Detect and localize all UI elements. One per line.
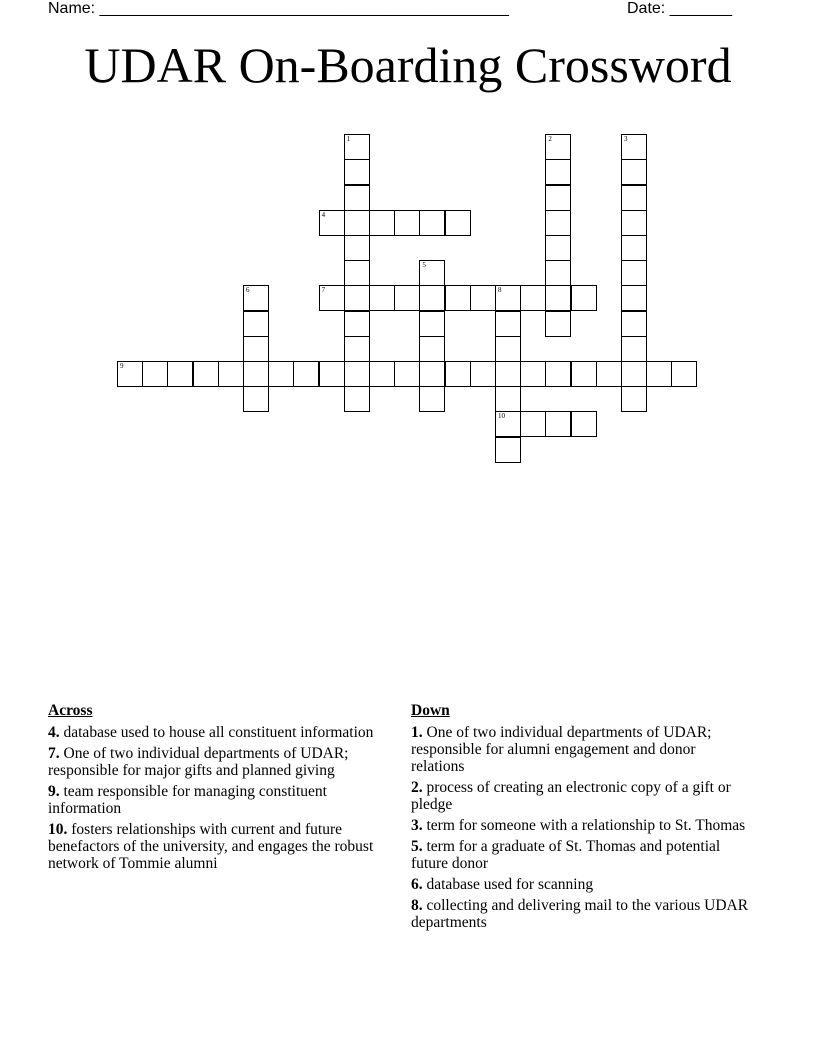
- crossword-cell[interactable]: [419, 311, 445, 337]
- crossword-cell-10[interactable]: [495, 411, 521, 437]
- clue-number-label: 7: [321, 286, 326, 295]
- crossword-cell[interactable]: [621, 285, 647, 311]
- crossword-cell[interactable]: [243, 361, 269, 387]
- crossword-cell[interactable]: [571, 361, 597, 387]
- crossword-cell[interactable]: [193, 361, 219, 387]
- clue-number-label: 2: [548, 135, 552, 144]
- crossword-cell[interactable]: [344, 386, 370, 412]
- clue-number-label: 10: [498, 412, 505, 421]
- down-clue-1: [411, 724, 751, 775]
- clue-number: 9.: [48, 783, 60, 800]
- clue-text: process of creating an electronic copy of a gift or pledge: [411, 779, 731, 813]
- clue-number: 2.: [411, 779, 423, 796]
- crossword-cell[interactable]: [394, 210, 420, 236]
- crossword-cell[interactable]: [545, 260, 571, 286]
- crossword-cell[interactable]: [344, 336, 370, 362]
- clue-number: 10.: [48, 821, 68, 838]
- crossword-cell[interactable]: [142, 361, 168, 387]
- crossword-cell[interactable]: [344, 260, 370, 286]
- crossword-cell[interactable]: [369, 361, 395, 387]
- across-clue-9: [48, 783, 388, 817]
- clue-text: term for someone with a relationship to St. Thomas: [426, 817, 746, 834]
- crossword-cell[interactable]: [596, 361, 622, 387]
- crossword-cell[interactable]: [344, 210, 370, 236]
- crossword-cell[interactable]: [344, 285, 370, 311]
- crossword-cell[interactable]: [621, 210, 647, 236]
- down-clue-6: [411, 876, 751, 893]
- crossword-cell[interactable]: [671, 361, 697, 387]
- clue-text: One of two individual departments of UDAR; responsible for major gifts and planned giving: [48, 745, 349, 779]
- crossword-cell[interactable]: [495, 437, 521, 463]
- across-heading: Across: [48, 702, 93, 719]
- crossword-cell[interactable]: [344, 361, 370, 387]
- crossword-cell[interactable]: [268, 361, 294, 387]
- crossword-cell[interactable]: [545, 235, 571, 261]
- crossword-cell[interactable]: [621, 386, 647, 412]
- clue-text: collecting and delivering mail to the various UDAR departments: [411, 897, 749, 931]
- crossword-cell[interactable]: [243, 336, 269, 362]
- crossword-cell[interactable]: [445, 285, 471, 311]
- clue-text: team responsible for managing constituent information: [48, 783, 327, 817]
- crossword-cell[interactable]: [394, 285, 420, 311]
- crossword-cell[interactable]: [621, 260, 647, 286]
- crossword-cell[interactable]: [419, 210, 445, 236]
- crossword-cell[interactable]: [571, 285, 597, 311]
- clue-text: term for a graduate of St. Thomas and potential future donor: [411, 838, 721, 872]
- crossword-cell-3[interactable]: [621, 134, 647, 160]
- crossword-cell[interactable]: [419, 386, 445, 412]
- down-clue-8: [411, 897, 751, 931]
- across-clue-4: [48, 724, 388, 741]
- crossword-cell[interactable]: [344, 235, 370, 261]
- clue-text: database used to house all constituent information: [63, 724, 374, 741]
- crossword-cell[interactable]: [419, 361, 445, 387]
- clue-number: 5.: [411, 838, 423, 855]
- clue-text: fosters relationships with current and future benefactors of the university, and engages the robust network of Tommie alumni: [48, 821, 374, 872]
- crossword-cell[interactable]: [394, 361, 420, 387]
- across-clue-10: [48, 821, 388, 872]
- crossword-cell[interactable]: [243, 311, 269, 337]
- clue-number-label: 5: [422, 261, 426, 270]
- crossword-cell[interactable]: [344, 159, 370, 185]
- crossword-cell[interactable]: [545, 185, 571, 211]
- crossword-cell[interactable]: [621, 311, 647, 337]
- across-clues: [48, 702, 388, 876]
- clue-number-label: 6: [246, 286, 250, 295]
- crossword-cell[interactable]: [621, 185, 647, 211]
- down-clues: [411, 702, 751, 935]
- crossword-cell[interactable]: [646, 361, 672, 387]
- crossword-cell[interactable]: [470, 361, 496, 387]
- crossword-cell[interactable]: [545, 311, 571, 337]
- crossword-cell[interactable]: [293, 361, 319, 387]
- clue-number: 4.: [48, 724, 60, 741]
- crossword-cell[interactable]: [621, 361, 647, 387]
- crossword-cell[interactable]: [495, 311, 521, 337]
- date-field-label: Date: _______: [627, 0, 732, 17]
- crossword-cell[interactable]: [495, 336, 521, 362]
- crossword-cell[interactable]: [621, 336, 647, 362]
- name-field-label: Name: ______________________________________________: [48, 0, 509, 17]
- clue-number: 1.: [411, 724, 423, 741]
- crossword-cell[interactable]: [571, 411, 597, 437]
- crossword-cell[interactable]: [495, 361, 521, 387]
- crossword-cell[interactable]: [621, 159, 647, 185]
- down-clue-5: [411, 838, 751, 872]
- crossword-cell-9[interactable]: [117, 361, 143, 387]
- crossword-cell[interactable]: [344, 311, 370, 337]
- clue-number-label: 9: [120, 362, 124, 370]
- clue-number: 3.: [411, 817, 423, 834]
- crossword-cell[interactable]: [545, 361, 571, 387]
- clue-number: 8.: [411, 897, 423, 914]
- clue-number-label: 8: [498, 286, 502, 295]
- crossword-cell[interactable]: [319, 361, 345, 387]
- crossword-cell[interactable]: [445, 361, 471, 387]
- crossword-cell[interactable]: [369, 210, 395, 236]
- across-clue-7: [48, 745, 388, 779]
- clue-number: 7.: [48, 745, 60, 762]
- crossword-cell[interactable]: [470, 285, 496, 311]
- crossword-cell[interactable]: [218, 361, 244, 387]
- page-title: UDAR On-Boarding Crossword: [84, 37, 732, 93]
- crossword-cell[interactable]: [419, 336, 445, 362]
- crossword-cell[interactable]: [243, 386, 269, 412]
- crossword-cell[interactable]: [344, 185, 370, 211]
- down-heading: Down: [411, 702, 450, 719]
- crossword-cell[interactable]: [520, 361, 546, 387]
- crossword-cell[interactable]: [520, 411, 546, 437]
- crossword-cell-5[interactable]: [419, 260, 445, 286]
- crossword-cell[interactable]: [621, 235, 647, 261]
- crossword-cell-4[interactable]: [319, 210, 345, 236]
- clue-number-label: 4: [321, 210, 326, 219]
- crossword-cell[interactable]: [445, 210, 471, 236]
- crossword-cell[interactable]: [495, 386, 521, 412]
- crossword-cell[interactable]: [167, 361, 193, 387]
- clue-text: database used for scanning: [426, 876, 594, 893]
- crossword-cell-1[interactable]: [344, 134, 370, 160]
- crossword-cell-7[interactable]: [319, 285, 345, 311]
- clue-number: 6.: [411, 876, 423, 893]
- crossword-cell[interactable]: [545, 210, 571, 236]
- crossword-cell[interactable]: [545, 411, 571, 437]
- clue-text: One of two individual departments of UDAR; responsible for alumni engagement and donor relations: [411, 724, 712, 775]
- crossword-cell[interactable]: [369, 285, 395, 311]
- clue-number-label: 3: [624, 135, 628, 144]
- down-clue-2: [411, 779, 751, 813]
- crossword-cell-8[interactable]: [495, 285, 521, 311]
- crossword-cell[interactable]: [545, 285, 571, 311]
- down-clue-3: [411, 817, 751, 834]
- crossword-cell-2[interactable]: [545, 134, 571, 160]
- crossword-cell[interactable]: [520, 285, 546, 311]
- crossword-cell[interactable]: [419, 285, 445, 311]
- clue-number-label: 1: [346, 135, 351, 144]
- crossword-cell[interactable]: [545, 159, 571, 185]
- crossword-cell-6[interactable]: [243, 285, 269, 311]
